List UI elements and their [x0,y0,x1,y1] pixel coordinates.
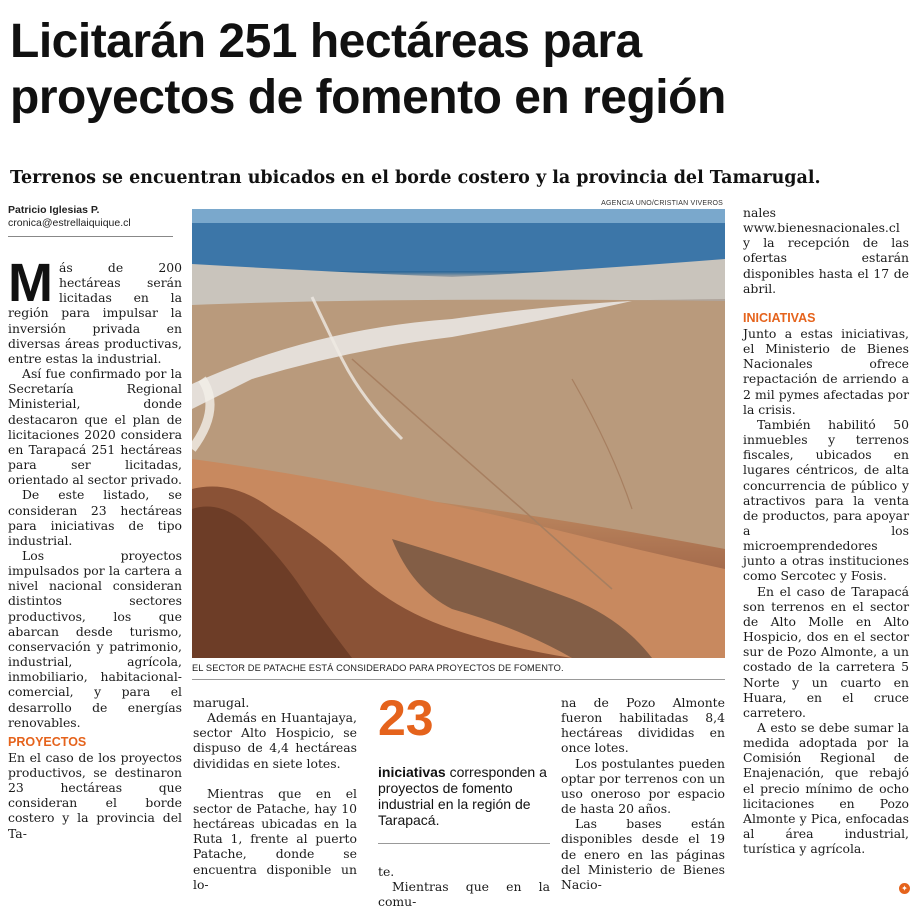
callout-number: 23 [378,690,434,746]
article-column-2 [193,695,357,892]
author-email: cronica@estrellaiquique.cl [8,217,131,229]
paragraph: Junto a estas iniciativas, el Ministerio de Bienes Nacionales ofrece repactación de arriendo a 2 mil pymes afectadas por la crisis. [743,325,909,417]
paragraph: nales www.bienesnacionales.cl y la recepción de las ofertas estarán disponibles hasta el 17 de abril. [743,205,909,296]
article-column-5 [743,205,909,856]
paragraph: na de Pozo Almonte fueron habilitadas 8,4 hectáreas divididas en once lotes. [561,695,725,756]
paragraph: Las bases están disponibles desde el 19 de enero en las páginas del Ministerio de Bienes Nacio- [561,816,725,892]
paragraph: De este listado, se consideran 23 hectáreas para iniciativas de tipo industrial. [8,487,182,548]
article-column-1 [8,253,182,841]
paragraph: marugal. [193,695,250,710]
paragraph: Mientras que en la comu- [378,879,550,909]
section-heading-proyectos: PROYECTOS [8,734,87,749]
end-of-article-icon: ✦ [899,883,910,894]
paragraph: A esto se debe sumar la medida adoptada por la Comisión Regional de Enajenación, que rebajó el precio mínimo de ocho licitaciones en Pozo Almonte y Pica, enfocadas al área industrial, turística y agrícola. [743,720,909,857]
caption-divider [192,679,725,680]
callout-body: corresponden a proyectos de fomento industrial en la región de Tarapacá. [378,764,547,828]
callout-divider [378,843,550,844]
subheadline: Terrenos se encuentran ubicados en el borde costero y la provincia del Tamarugal. [10,168,821,188]
callout-text [378,764,548,828]
lead-text: ás de 200 hectáreas serán licitadas en la región para impulsar la inversión privada en diversas áreas productivas, entre estas la industrial. [8,260,182,366]
headline-line-1: Licitarán 251 hectáreas para [10,15,642,68]
lead-paragraph [8,253,182,366]
article-column-3 [378,864,550,909]
drop-cap: M [8,253,53,313]
photo-credit: AGENCIA UNO/CRISTIAN VIVEROS [601,200,723,207]
article-photo [192,209,725,658]
photo-caption: EL SECTOR DE PATACHE ESTÁ CONSIDERADO PARA PROYECTOS DE FOMENTO. [192,663,564,673]
photo-landscape-illustration [192,209,725,658]
paragraph: En el caso de Tarapacá son terrenos en el sector de Alto Molle en Alto Hospicio, dos en el sector sur de Pozo Almonte, a un costado de la carretera 5 Norte y un cuarto en Huara, en el cruce carretero. [743,583,909,720]
paragraph: Mientras que en el sector de Patache, hay 10 hectáreas ubicadas en la Ruta 1, frente al puerto Patache, donde se encuentra disponible un lo- [193,785,357,892]
headline [10,14,910,126]
paragraph: Así fue confirmado por la Secretaría Regional Ministerial, donde destacaron que el plan de licitaciones 2020 considera en Tarapacá 251 hectáreas para ser licitadas, orientado al sector privado. [8,366,182,488]
article-column-4 [561,695,725,892]
paragraph: También habilitó 50 inmuebles y terrenos fiscales, ubicados en lugares céntricos, de alta concurrencia de público y atractivos para la venta de productos, para apoyar a los microemprendedores junto a otras instituciones como Sercotec y Fosis. [743,416,909,584]
paragraph: Además en Huantajaya, sector Alto Hospicio, se dispuso de 4,4 hectáreas divididas en siete lotes. [193,710,357,771]
paragraph: te. [378,864,395,879]
callout-highlight: iniciativas [378,764,446,780]
paragraph: Los proyectos impulsados por la cartera a nivel nacional consideran distintos sectores productivos, los que abarcan desde turismo, conservación y patrimonio, industrial, agrícola, inmobiliario, habitacional-comercial, y para el desarrollo de energías renovables. [8,547,182,730]
author-name: Patricio Iglesias P. [8,204,100,216]
headline-line-2: proyectos de fomento en región [10,71,726,124]
paragraph: En el caso de los proyectos productivos, se destinaron 23 hectáreas que consideran el borde costero y la provincia del Ta- [8,749,182,841]
paragraph: Los postulantes pueden optar por terrenos con un uso oneroso por espacio de hasta 20 años. [561,755,725,817]
section-heading-iniciativas: INICIATIVAS [743,310,816,325]
author-divider [8,236,173,237]
